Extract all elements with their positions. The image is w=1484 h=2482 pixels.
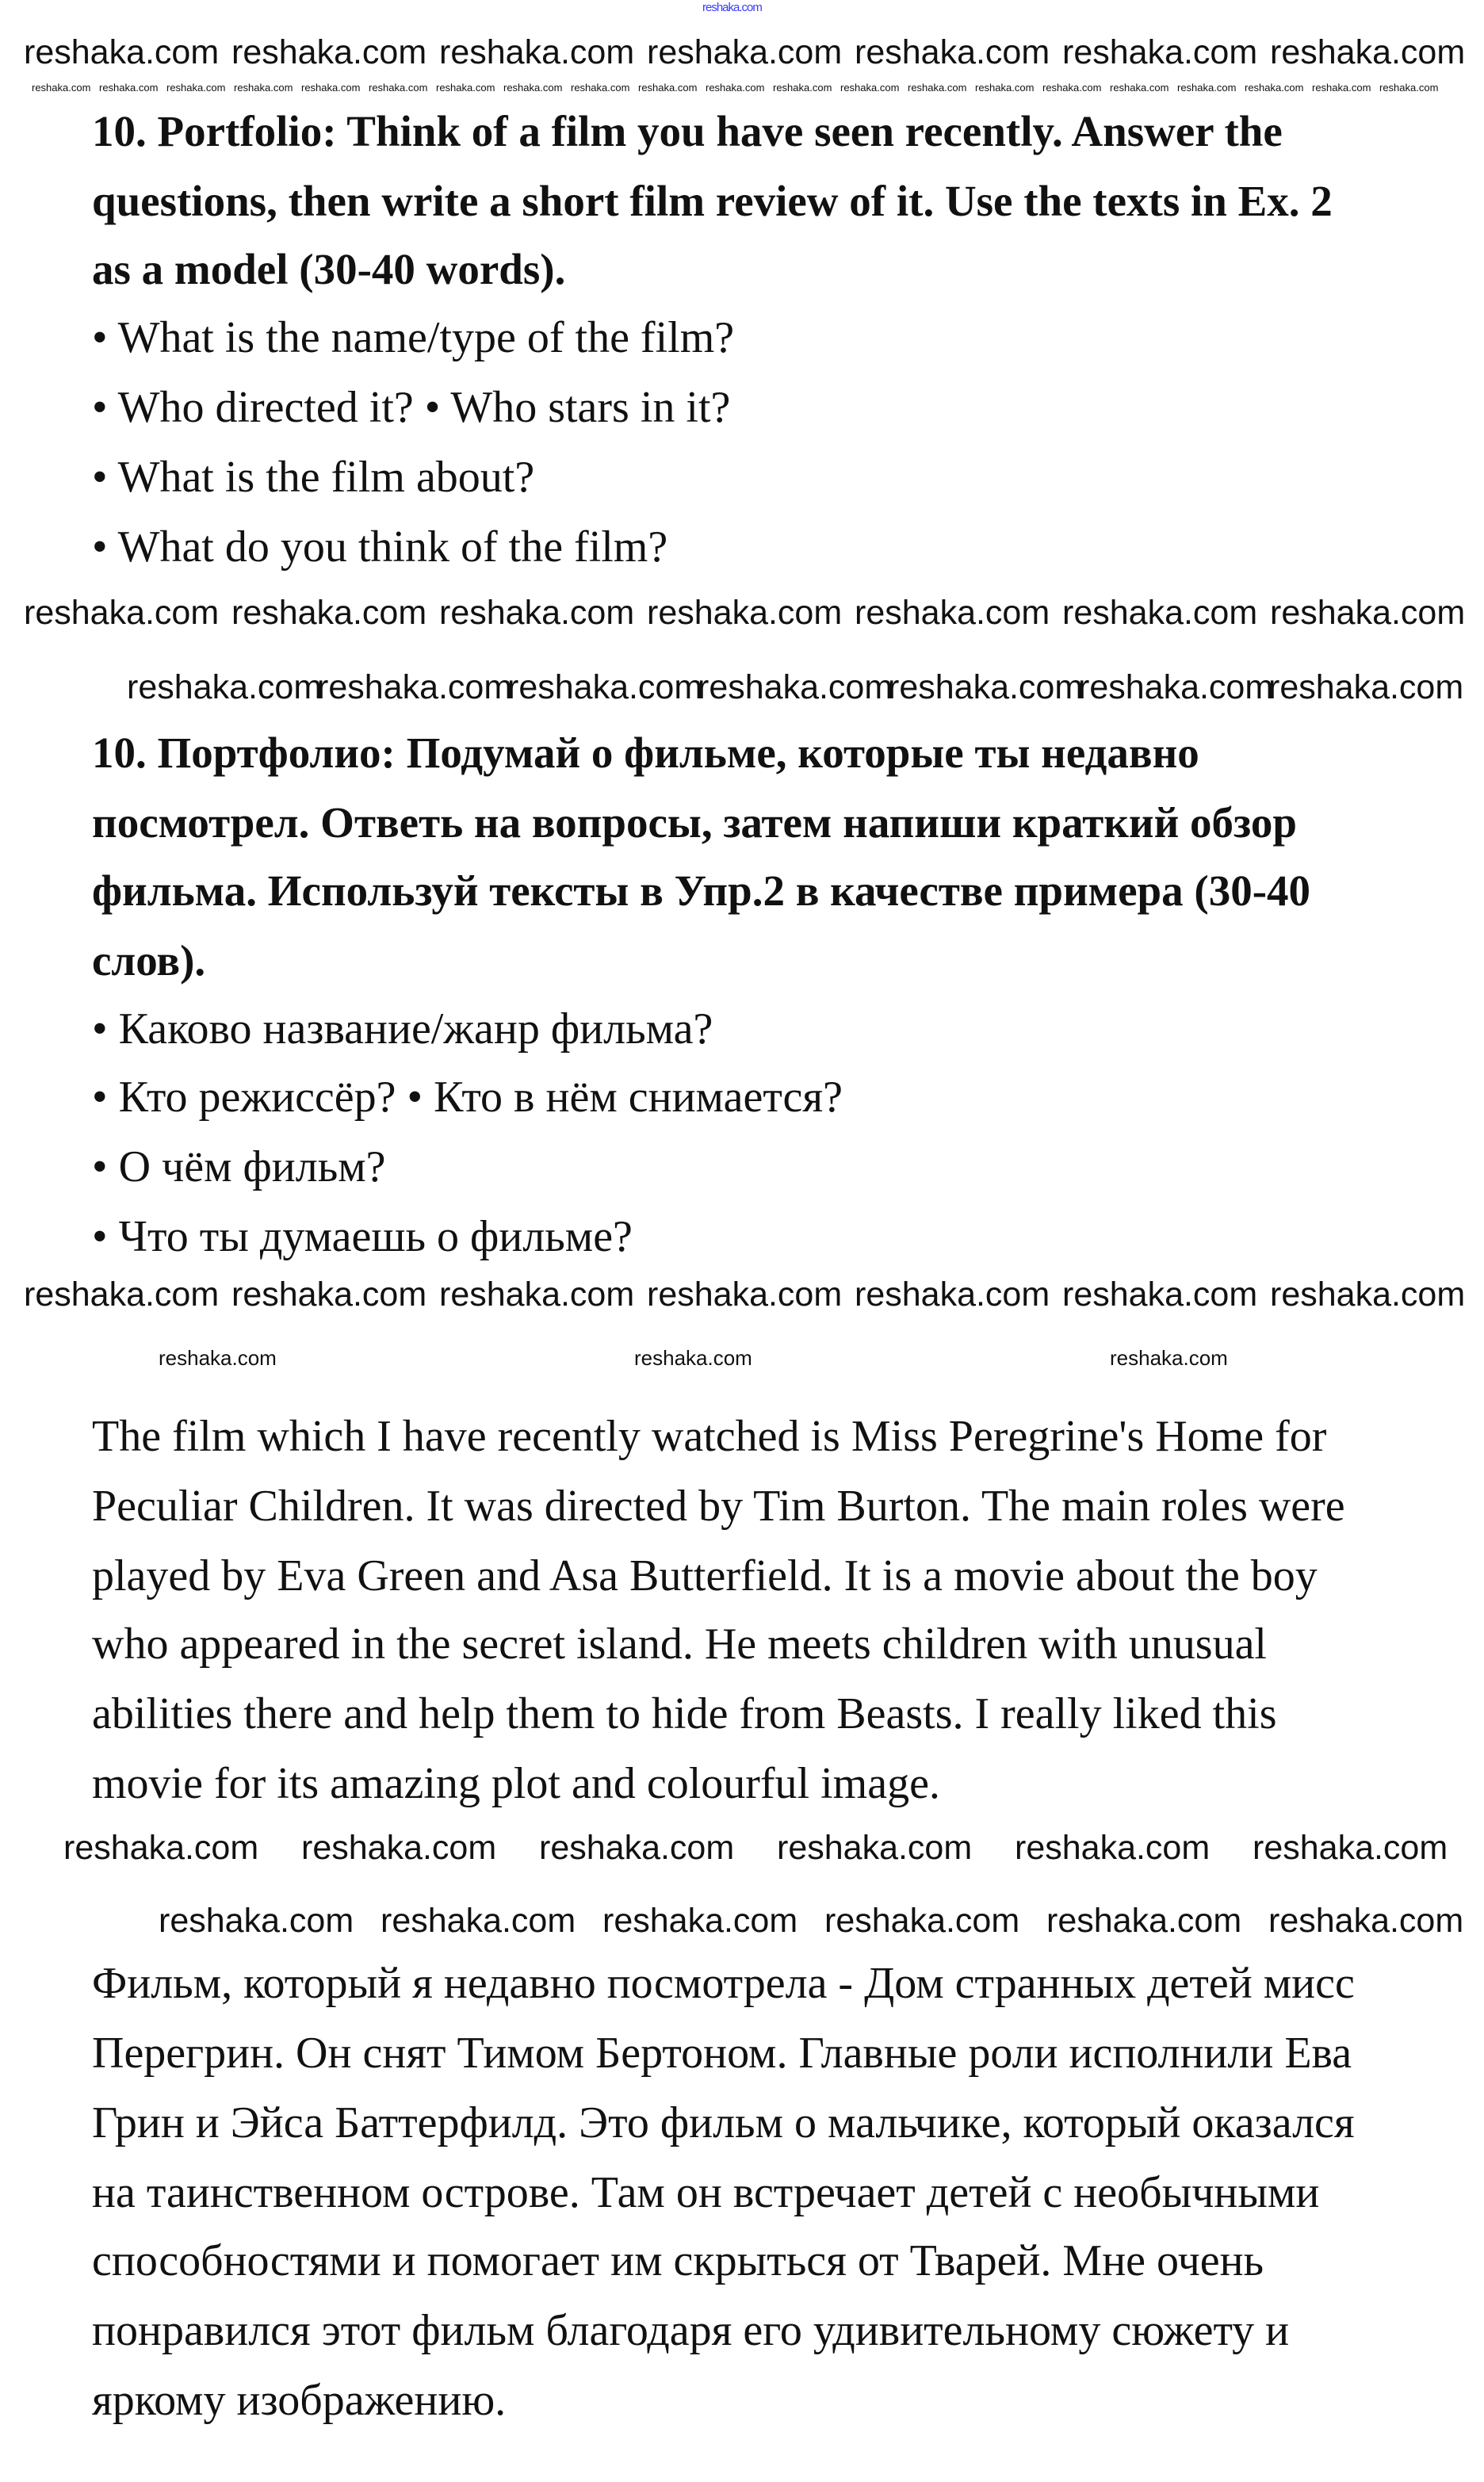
watermark: reshaka.com [369, 82, 428, 94]
watermark: reshaka.com [647, 594, 843, 632]
watermark: reshaka.com [698, 668, 893, 706]
watermark: reshaka.com [1270, 1275, 1466, 1314]
task-heading-line: 10. Портфолио: Подумай о фильме, которые ты недавно [92, 729, 1199, 777]
watermark: reshaka.com [855, 594, 1050, 632]
watermark: reshaka.com [571, 82, 630, 94]
watermark: reshaka.com [439, 1275, 635, 1314]
watermark: reshaka.com [1062, 33, 1258, 71]
site-link[interactable]: reshaka.com [702, 1, 762, 14]
watermark: reshaka.com [647, 33, 843, 71]
task-heading-line: questions, then write a short film review of it. Use the texts in Ex. 2 [92, 177, 1333, 225]
watermark: reshaka.com [647, 1275, 843, 1314]
watermark: reshaka.com [32, 82, 91, 94]
watermark: reshaka.com [1379, 82, 1439, 94]
watermark: reshaka.com [1110, 82, 1169, 94]
watermark: reshaka.com [231, 33, 427, 71]
question-bullet: • Что ты думаешь о фильме? [92, 1212, 633, 1261]
watermark: reshaka.com [706, 82, 765, 94]
question-bullet: • What do you think of the film? [92, 522, 668, 572]
watermark: reshaka.com [824, 1902, 1020, 1940]
question-bullet: • О чём фильм? [92, 1142, 386, 1191]
watermark: reshaka.com [1177, 82, 1237, 94]
answer-line: played by Eva Green and Asa Butterfield. It is a movie about the boy [92, 1551, 1318, 1600]
question-bullet: • Каково название/жанр фильма? [92, 1004, 713, 1054]
task-heading-line: фильма. Используй тексты в Упр.2 в качестве примера (30-40 [92, 866, 1311, 915]
question-bullet: • Who directed it? • Who stars in it? [92, 383, 731, 432]
watermark: reshaka.com [1062, 594, 1258, 632]
question-bullet: • What is the film about? [92, 453, 535, 502]
answer-line: Peculiar Children. It was directed by Tim Burton. The main roles were [92, 1482, 1345, 1531]
watermark: reshaka.com [24, 1275, 220, 1314]
watermark: reshaka.com [1270, 33, 1466, 71]
watermark: reshaka.com [1042, 82, 1102, 94]
watermark: reshaka.com [975, 82, 1035, 94]
watermark: reshaka.com [855, 33, 1050, 71]
answer-line: Грин и Эйса Баттерфилд. Это фильм о мальчике, который оказался [92, 2098, 1355, 2147]
answer-line: яркому изображению. [92, 2376, 507, 2425]
watermark: reshaka.com [1268, 1902, 1464, 1940]
watermark: reshaka.com [503, 82, 563, 94]
task-heading-line: as a model (30-40 words). [92, 245, 566, 293]
task-heading-line: слов). [92, 936, 206, 985]
watermark: reshaka.com [1268, 668, 1464, 706]
watermark: reshaka.com [231, 1275, 427, 1314]
watermark: reshaka.com [63, 1829, 259, 1867]
watermark: reshaka.com [507, 668, 703, 706]
watermark: reshaka.com [1110, 1346, 1228, 1370]
watermark: reshaka.com [1253, 1829, 1448, 1867]
watermark: reshaka.com [1078, 668, 1274, 706]
answer-line: who appeared in the secret island. He meets children with unusual [92, 1620, 1267, 1669]
watermark: reshaka.com [1015, 1829, 1211, 1867]
watermark: reshaka.com [1270, 594, 1466, 632]
watermark: reshaka.com [773, 82, 832, 94]
watermark: reshaka.com [855, 1275, 1050, 1314]
watermark: reshaka.com [301, 1829, 497, 1867]
task-heading-line: посмотрел. Ответь на вопросы, затем напиши краткий обзор [92, 798, 1297, 847]
watermark: reshaka.com [840, 82, 900, 94]
question-bullet: • What is the name/type of the film? [92, 313, 735, 362]
question-bullet: • Кто режиссёр? • Кто в нём снимается? [92, 1073, 843, 1122]
watermark: reshaka.com [381, 1902, 576, 1940]
answer-line: на таинственном острове. Там он встречает детей с необычными [92, 2168, 1320, 2217]
watermark: reshaka.com [602, 1902, 798, 1940]
watermark: reshaka.com [1245, 82, 1304, 94]
watermark: reshaka.com [159, 1902, 354, 1940]
task-heading-line: 10. Portfolio: Think of a film you have seen recently. Answer the [92, 107, 1283, 155]
watermark: reshaka.com [166, 82, 226, 94]
watermark: reshaka.com [908, 82, 967, 94]
answer-line: The film which I have recently watched is Miss Peregrine's Home for [92, 1412, 1327, 1461]
watermark: reshaka.com [231, 594, 427, 632]
watermark: reshaka.com [888, 668, 1084, 706]
watermark: reshaka.com [234, 82, 293, 94]
watermark: reshaka.com [1062, 1275, 1258, 1314]
watermark: reshaka.com [1046, 1902, 1242, 1940]
watermark: reshaka.com [317, 668, 513, 706]
answer-line: Перегрин. Он снят Тимом Бертоном. Главные роли исполнили Ева [92, 2029, 1352, 2078]
watermark: reshaka.com [24, 33, 220, 71]
answer-line: movie for its amazing plot and colourful image. [92, 1759, 940, 1808]
watermark: reshaka.com [638, 82, 698, 94]
watermark: reshaka.com [439, 33, 635, 71]
answer-line: abilities there and help them to hide from Beasts. I really liked this [92, 1689, 1277, 1738]
watermark: reshaka.com [127, 668, 323, 706]
watermark: reshaka.com [634, 1346, 752, 1370]
watermark: reshaka.com [24, 594, 220, 632]
watermark: reshaka.com [301, 82, 361, 94]
watermark: reshaka.com [99, 82, 159, 94]
answer-line: Фильм, который я недавно посмотрела - Дом странных детей мисс [92, 1959, 1355, 2008]
watermark: reshaka.com [1312, 82, 1371, 94]
watermark: reshaka.com [439, 594, 635, 632]
watermark: reshaka.com [539, 1829, 735, 1867]
watermark: reshaka.com [777, 1829, 973, 1867]
answer-line: понравился этот фильм благодаря его удивительному сюжету и [92, 2306, 1290, 2355]
watermark: reshaka.com [436, 82, 495, 94]
watermark: reshaka.com [159, 1346, 277, 1370]
answer-line: способностями и помогает им скрыться от Тварей. Мне очень [92, 2236, 1264, 2285]
